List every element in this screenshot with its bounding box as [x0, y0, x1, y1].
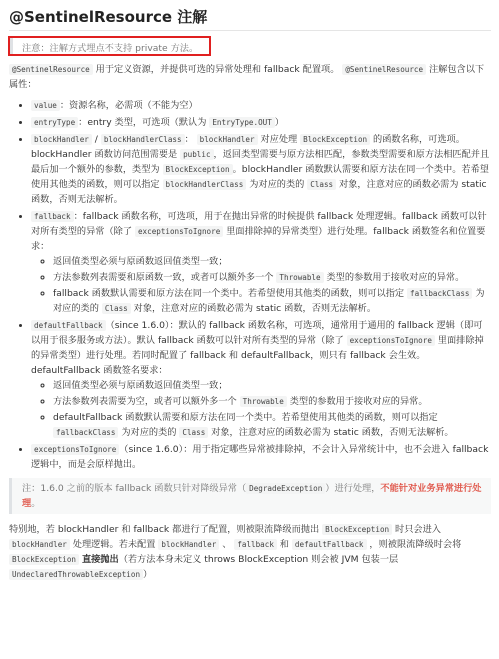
emphasis-text: 不能针对业务异常进行处理 [22, 483, 482, 509]
content-body [9, 62, 491, 588]
list-item: ◦ defaultFallback 函数默认需要和原方法在同一个类中。若希望使用其他类的函数，则可以指定 fallbackClass 为对应的类的 Class 对象，注意对应的函数必需为 static 函数，否则无法解析。 [53, 410, 491, 440]
page-title: @SentinelResource 注解 [9, 8, 208, 26]
note-bar [10, 38, 13, 54]
list-item: ◦ 方法参数列表需要和原函数一致，或者可以额外多一个 Throwable 类型的参数用于接收对应的异常。 [53, 270, 491, 285]
list-item-exceptionstoignore: • exceptionsToIgnore （since 1.6.0）：用于指定哪些异常被排除掉，不会计入异常统计中，也不会进入 fallback 逻辑中，而是会原样抛出。 [31, 442, 491, 472]
fallback-requirements [31, 254, 491, 316]
defaultfallback-requirements [31, 378, 491, 440]
version-note: 注：1.6.0 之前的版本 fallback 函数只针对降级异常（ DegradeException ）进行处理，不能针对业务异常进行处理。 [9, 478, 491, 514]
inline-code: @SentinelResource [9, 64, 93, 75]
list-item: ◦ 方法参数列表需要为空，或者可以额外多一个 Throwable 类型的参数用于接收对应的异常。 [53, 394, 491, 409]
list-item: ◦ 返回值类型必须与原函数返回值类型一致； [53, 378, 491, 393]
list-item-blockhandler: • blockHandler / blockHandlerClass ： blockHandler 对应处理 BlockException 的函数名称，可选项。blockHandler 函数访问范围需要是 public ，返回类型需要与原方法相匹配，参数类型需要和原方法相匹配并且最后加一个额外的参数，类型为 BlockException 。blockHandler 函数默认需要和原方法在同一个类中。若希望使用其他类的函数，则可以指定 blockHandlerClass 为对应的类的 Class 对象，注意对应的函数必需为 static 函数，否则无法解析。 [31, 132, 491, 207]
highlighted-note [8, 36, 211, 56]
note-text: 注意：注解方式埋点不支持 private 方法。 [22, 43, 199, 54]
list-item: ◦ 返回值类型必须与原函数返回值类型一致； [53, 254, 491, 269]
intro-paragraph: @SentinelResource 用于定义资源，并提供可选的异常处理和 fallback 配置项。 @SentinelResource 注解包含以下属性： [9, 64, 485, 90]
list-item-defaultfallback: • defaultFallback （since 1.6.0）：默认的 fallback 函数名称，可选项，通常用于通用的 fallback 逻辑（即可以用于很多服务或方法）。默认 fallback 函数可以针对所有类型的异常（除了 exceptionsToIgnore 里面排除掉的异常类型）进行处理。若同时配置了 fallback 和 defaultFallback，则只有 fallback 会生效。defaultFallback 函数签名要求： ◦ 返回值类型必须与原函数返回值类型一致； ◦ 方法参数列表需要为空，或者可以额外多一个 Throwable 类型的参数用于接收对应的异常。 ◦ defaultFallback 函数默认需要和原方法在同一个类中。若希望使用其他类的函数，则可以指定 fallbackClass 为对应的类的 Class 对象，注意对应的函数必需为 static 函数，否则无法解析。 [31, 318, 491, 440]
attribute-list [9, 98, 491, 472]
title-divider [9, 30, 491, 31]
list-item: ◦ fallback 函数默认需要和原方法在同一个类中。若希望使用其他类的函数，则可以指定 fallbackClass 为对应的类的 Class 对象，注意对应的函数必需为 static 函数，否则无法解析。 [53, 286, 491, 316]
list-item-value: • value ：资源名称，必需项（不能为空） [31, 98, 491, 113]
footer-paragraph: 特别地，若 blockHandler 和 fallback 都进行了配置，则被限流降级而抛出 BlockException 时只会进入 blockHandler 处理逻辑。若未配置 blockHandler 、 fallback 和 defaultFallback ，则被限流降级时会将 BlockException 直接抛出（若方法本身未定义 throws BlockException 则会被 JVM 包装一层 UndeclaredThrowableException ） [9, 524, 462, 580]
list-item-fallback: • fallback ：fallback 函数名称，可选项，用于在抛出异常的时候提供 fallback 处理逻辑。fallback 函数可以针对所有类型的异常（除了 exceptionsToIgnore 里面排除掉的异常类型）进行处理。fallback 函数签名和位置要求： ◦ 返回值类型必须与原函数返回值类型一致； ◦ 方法参数列表需要和原函数一致，或者可以额外多一个 Throwable 类型的参数用于接收对应的异常。 ◦ fallback 函数默认需要和原方法在同一个类中。若希望使用其他类的函数，则可以指定 fallbackClass 为对应的类的 Class 对象，注意对应的函数必需为 static 函数，否则无法解析。 [31, 209, 491, 316]
inline-code: @SentinelResource [342, 64, 426, 75]
emphasis-text: 直接抛出 [81, 554, 119, 565]
list-item-entrytype: • entryType ：entry 类型，可选项（默认为 EntryType.OUT ） [31, 115, 491, 130]
